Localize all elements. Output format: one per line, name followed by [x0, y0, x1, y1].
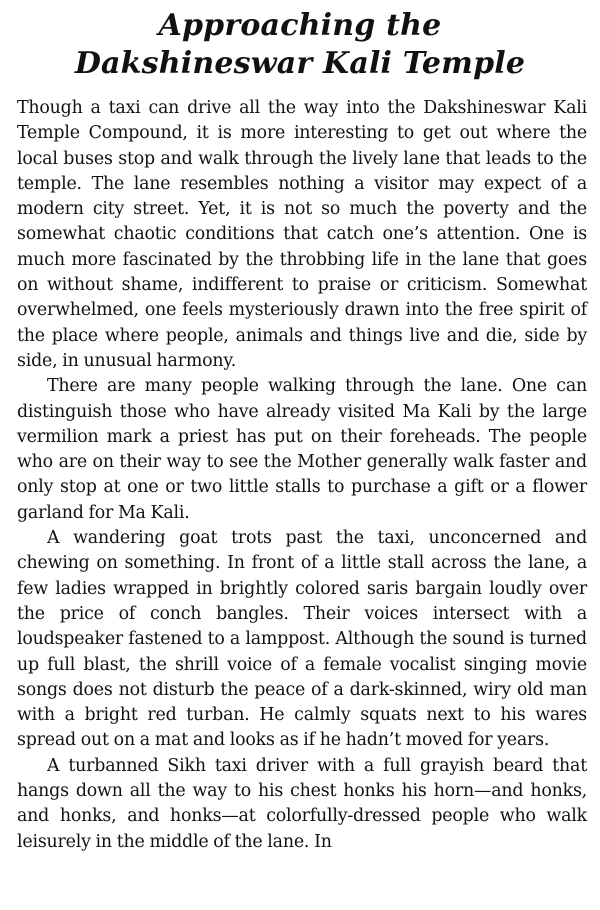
- body-text: [17, 96, 587, 855]
- page-title: [0, 0, 600, 83]
- paragraph-4: A turbanned Sikh taxi driver with a full grayish beard that hangs down all the way to his chest honks his horn—and honks, and honks, and honks—at colorfully-dressed people who walk leisurely in the middle of the lane. In: [17, 755, 587, 852]
- title-line-2: Dakshineswar Kali Temple: [74, 46, 526, 81]
- paragraph-1: Though a taxi can drive all the way into the Dakshineswar Kali Temple Compound, it is more interesting to get out where the local buses stop and walk through the lively lane that leads to the temple. The lane resembles nothing a visitor may expect of a modern city street. Yet, it is not so much the poverty and the somewhat chaotic conditions that catch one’s attention. One is much more fascinated by the throbbing life in the lane that goes on without shame, indifferent to praise or criticism. Somewhat overwhelmed, one feels mysteriously drawn into the free spirit of the place where people, animals and things live and die, side by side, in unusual harmony.: [17, 98, 587, 371]
- paragraph-2: There are many people walking through the lane. One can distinguish those who have already visited Ma Kali by the large vermilion mark a priest has put on their foreheads. The people who are on their way to see the Mother generally walk faster and only stop at one or two little stalls to purchase a gift or a flower garland for Ma Kali.: [17, 376, 587, 523]
- paragraph-3: A wandering goat trots past the taxi, unconcerned and chewing on something. In front of a little stall across the lane, a few ladies wrapped in brightly colored saris bargain loudly over the price of conch bangles. Their voices intersect with a loudspeaker fastened to a lamppost. Although the sound is turned up full blast, the shrill voice of a female vocalist singing movie songs does not disturb the peace of a dark-skinned, wiry old man with a bright red turban. He calmly squats next to his wares spread out on a mat and looks as if he hadn’t moved for years.: [17, 528, 587, 751]
- title-line-1: Approaching the: [158, 8, 442, 43]
